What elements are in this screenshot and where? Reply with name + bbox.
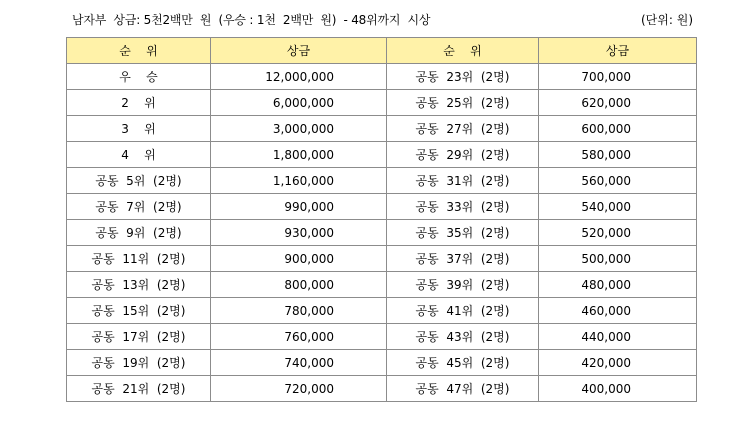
prize-left-value: 780,000 [284, 303, 334, 318]
document-header [67, 9, 697, 31]
rank-left-cell: 2 위 [67, 90, 211, 116]
prize-right-value: 440,000 [581, 329, 631, 344]
prize-right-cell [539, 142, 697, 168]
prize-left-value: 760,000 [284, 329, 334, 344]
rank-right-cell: 공동 41위 (2명) [387, 298, 539, 324]
table-row [67, 64, 697, 90]
unit-label: (단위: 원) [641, 13, 693, 27]
prize-left-value: 740,000 [284, 355, 334, 370]
prize-right-cell [539, 272, 697, 298]
prize-right-cell [539, 64, 697, 90]
prize-right-value: 700,000 [581, 69, 631, 84]
prize-left-cell [211, 298, 387, 324]
prize-right-cell [539, 220, 697, 246]
prize-right-value: 400,000 [581, 381, 631, 396]
prize-left-value: 800,000 [284, 277, 334, 292]
prize-left-value: 12,000,000 [265, 69, 334, 84]
prize-left-cell [211, 246, 387, 272]
rank-right-cell: 공동 29위 (2명) [387, 142, 539, 168]
prize-right-cell [539, 168, 697, 194]
rank-right-cell: 공동 37위 (2명) [387, 246, 539, 272]
prize-table [66, 37, 697, 402]
column-header-rank-left: 순 위 [67, 38, 211, 64]
table-row [67, 272, 697, 298]
rank-left-cell: 공동 7위 (2명) [67, 194, 211, 220]
rank-right-cell: 공동 33위 (2명) [387, 194, 539, 220]
prize-left-cell [211, 220, 387, 246]
rank-right-cell: 공동 47위 (2명) [387, 376, 539, 402]
prize-left-cell [211, 90, 387, 116]
prize-right-value: 520,000 [581, 225, 631, 240]
rank-right-cell: 공동 35위 (2명) [387, 220, 539, 246]
rank-left-cell: 4 위 [67, 142, 211, 168]
table-row [67, 142, 697, 168]
prize-left-cell [211, 350, 387, 376]
prize-table-body [67, 64, 697, 402]
prize-right-value: 420,000 [581, 355, 631, 370]
prize-left-cell [211, 324, 387, 350]
rank-right-cell: 공동 39위 (2명) [387, 272, 539, 298]
rank-left-cell: 공동 13위 (2명) [67, 272, 211, 298]
prize-right-value: 540,000 [581, 199, 631, 214]
prize-right-cell [539, 298, 697, 324]
prize-title: 남자부 상금: 5천2백만 원 (우승 : 1천 2백만 원) - 48위까지 시상 [72, 13, 431, 27]
prize-right-value: 460,000 [581, 303, 631, 318]
rank-left-cell: 공동 15위 (2명) [67, 298, 211, 324]
table-row [67, 220, 697, 246]
rank-right-cell: 공동 31위 (2명) [387, 168, 539, 194]
table-row [67, 324, 697, 350]
prize-right-value: 580,000 [581, 147, 631, 162]
prize-left-value: 3,000,000 [272, 121, 334, 136]
prize-right-cell [539, 350, 697, 376]
prize-left-cell [211, 194, 387, 220]
prize-left-cell [211, 116, 387, 142]
rank-left-cell: 공동 17위 (2명) [67, 324, 211, 350]
rank-left-cell: 3 위 [67, 116, 211, 142]
rank-left-cell: 공동 9위 (2명) [67, 220, 211, 246]
rank-left-cell: 우 승 [67, 64, 211, 90]
prize-right-value: 480,000 [581, 277, 631, 292]
table-row [67, 168, 697, 194]
prize-right-cell [539, 376, 697, 402]
rank-right-cell: 공동 25위 (2명) [387, 90, 539, 116]
column-header-rank-right: 순 위 [387, 38, 539, 64]
prize-right-cell [539, 90, 697, 116]
rank-right-cell: 공동 23위 (2명) [387, 64, 539, 90]
rank-left-cell: 공동 11위 (2명) [67, 246, 211, 272]
prize-left-cell [211, 142, 387, 168]
table-row [67, 376, 697, 402]
table-row [67, 90, 697, 116]
prize-right-value: 500,000 [581, 251, 631, 266]
rank-right-cell: 공동 27위 (2명) [387, 116, 539, 142]
table-row [67, 116, 697, 142]
prize-right-cell [539, 194, 697, 220]
prize-left-cell [211, 376, 387, 402]
prize-left-value: 1,160,000 [272, 173, 334, 188]
prize-left-value: 930,000 [284, 225, 334, 240]
column-header-prize-right: 상금 [539, 38, 697, 64]
table-row [67, 298, 697, 324]
table-row [67, 246, 697, 272]
rank-left-cell: 공동 21위 (2명) [67, 376, 211, 402]
rank-right-cell: 공동 45위 (2명) [387, 350, 539, 376]
prize-left-value: 990,000 [284, 199, 334, 214]
prize-right-cell [539, 324, 697, 350]
prize-left-cell [211, 272, 387, 298]
rank-left-cell: 공동 5위 (2명) [67, 168, 211, 194]
prize-left-value: 720,000 [284, 381, 334, 396]
prize-left-cell [211, 64, 387, 90]
table-header-row [67, 38, 697, 64]
table-row [67, 194, 697, 220]
prize-right-cell [539, 116, 697, 142]
prize-right-cell [539, 246, 697, 272]
prize-right-value: 560,000 [581, 173, 631, 188]
prize-right-value: 600,000 [581, 121, 631, 136]
rank-right-cell: 공동 43위 (2명) [387, 324, 539, 350]
prize-left-value: 1,800,000 [272, 147, 334, 162]
prize-left-value: 900,000 [284, 251, 334, 266]
prize-left-value: 6,000,000 [272, 95, 334, 110]
prize-right-value: 620,000 [581, 95, 631, 110]
table-row [67, 350, 697, 376]
prize-left-cell [211, 168, 387, 194]
column-header-prize-left: 상금 [211, 38, 387, 64]
rank-left-cell: 공동 19위 (2명) [67, 350, 211, 376]
